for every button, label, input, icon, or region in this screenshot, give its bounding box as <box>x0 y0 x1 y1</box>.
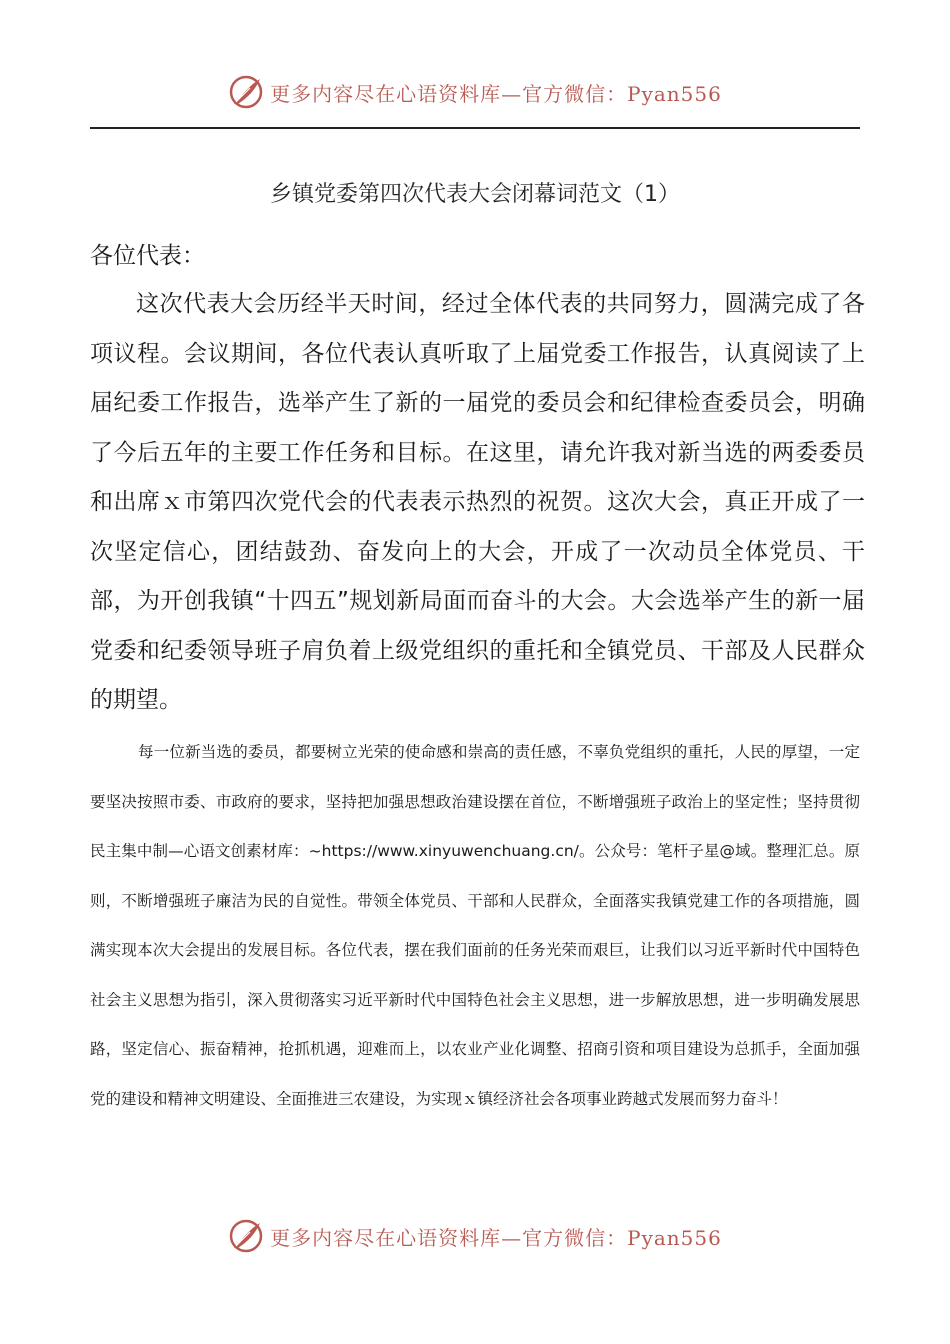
document-title: 乡镇党委第四次代表大会闭幕词范文（1） <box>270 182 680 207</box>
body-paragraph-1: 这次代表大会历经半天时间，经过全体代表的共同努力，圆满完成了各项议程。会议期间，各位代表认真听取了上届党委工作报告，认真阅读了上届纪委工作报告，选举产生了新的一届党的委员会和纪律检查委员会，明确了今后五年的主要工作任务和目标。在这里，请允许我对新当选的两委委员和出席ｘ市第四次党代会的代表表示热烈的祝贺。这次大会，真正开成了一次坚定信心，团结鼓劲、奋发向上的大会，开成了一次动员全体党员、干部，为开创我镇“十四五”规划新局面而奋斗的大会。大会选举产生的新一届党委和纪委领导班子肩负着上级党组织的重托和全镇党员、干部及人民群众的期望。 <box>90 291 865 713</box>
quill-logo-icon <box>228 74 264 110</box>
salutation: 各位代表： <box>90 243 205 269</box>
footer-banner-text: 更多内容尽在心语资料库—官方微信：Pyan556 <box>270 1225 722 1250</box>
header-divider <box>90 127 860 129</box>
footer-banner <box>0 1216 950 1256</box>
quill-logo-icon <box>228 1218 264 1254</box>
header-banner-text: 更多内容尽在心语资料库—官方微信：Pyan556 <box>270 81 722 106</box>
header-banner <box>0 72 950 112</box>
body-paragraph-2: 每一位新当选的委员，都要树立光荣的使命感和崇高的责任感，不辜负党组织的重托，人民的厚望，一定要坚决按照市委、市政府的要求，坚持把加强思想政治建设摆在首位，不断增强班子政治上的坚定性；坚持贯彻民主集中制—心语文创素材库：~https://www.xinyuwenchuang.cn/。公众号：笔杆子星@域。整理汇总。原则，不断增强班子廉洁为民的自觉性。带领全体党员、干部和人民群众，全面落实我镇党建工作的各项措施，圆满实现本次大会提出的发展目标。各位代表，摆在我们面前的任务光荣而艰巨，让我们以习近平新时代中国特色社会主义思想为指引，深入贯彻落实习近平新时代中国特色社会主义思想，进一步解放思想，进一步明确发展思路，坚定信心、振奋精神，抢抓机遇，迎难而上，以农业产业化调整、招商引资和项目建设为总抓手，全面加强党的建设和精神文明建设、全面推进三农建设，为实现ｘ镇经济社会各项事业跨越式发展而努力奋斗！ <box>90 743 860 1108</box>
